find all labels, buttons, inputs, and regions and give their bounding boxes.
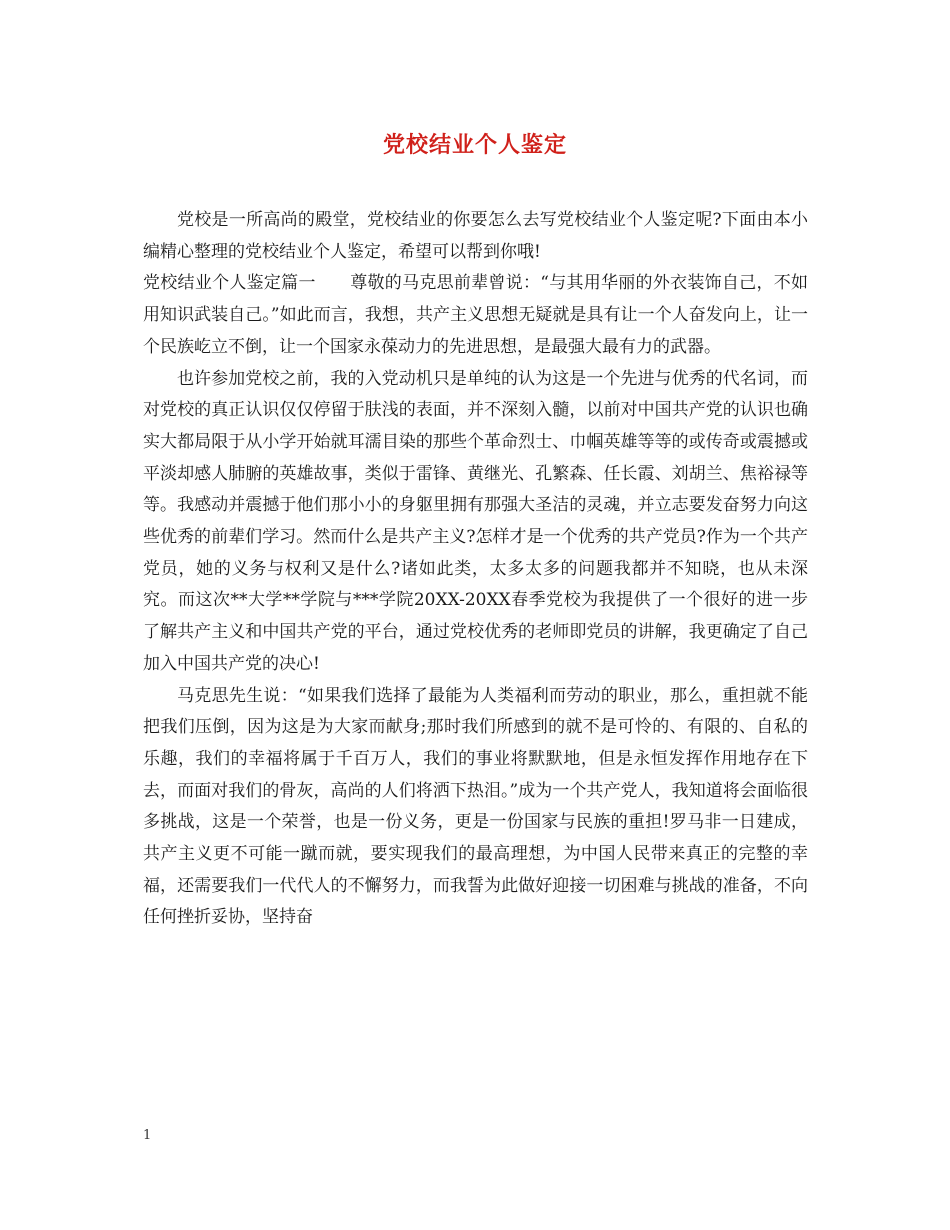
paragraph-motivation: 也许参加党校之前，我的入党动机只是单纯的认为这是一个先进与优秀的代名词，而对党校的真正认识仅仅停留于肤浅的表面，并不深刻入髓，以前对中国共产党的认识也确实大都局限于从小学开始就耳濡目染的那些个革命烈士、巾帼英雄等等的或传奇或震撼或平淡却感人肺腑的英雄故事，类似于雷锋、黄继光、孔繁森、任长霞、刘胡兰、焦裕禄等等。我感动并震撼于他们那小小的身躯里拥有那强大圣洁的灵魂，并立志要发奋努力向这些优秀的前辈们学习。然而什么是共产主义?怎样才是一个优秀的共产党员?作为一个共产党员，她的义务与权利又是什么?诸如此类，太多太多的问题我都并不知晓，也从未深究。而这次**大学**学院与***学院20XX-20XX春季党校为我提供了一个很好的进一步了解共产主义和中国共产党的平台，通过党校优秀的老师即党员的讲解，我更确定了自己加入中国共产党的决心! bbox=[143, 368, 808, 674]
document-title: 党校结业个人鉴定 bbox=[382, 132, 567, 158]
paragraph-intro: 党校是一所高尚的殿堂，党校结业的你要怎么去写党校结业个人鉴定呢?下面由本小编精心整理的党校结业个人鉴定，希望可以帮到你哦! bbox=[143, 210, 808, 262]
paragraph-section-one: 党校结业个人鉴定篇一 尊敬的马克思前辈曾说：“与其用华丽的外衣装饰自己，不如用知识武装自己。”如此而言，我想，共产主义思想无疑就是具有让一个人奋发向上，让一个民族屹立不倒，让一个国家永葆动力的先进思想，是最强大最有力的武器。 bbox=[143, 273, 808, 357]
paragraph-marx-quote: 马克思先生说：“如果我们选择了最能为人类福利而劳动的职业，那么，重担就不能把我们压倒，因为这是为大家而献身;那时我们所感到的就不是可怜的、有限的、自私的乐趣，我们的幸福将属于千百万人，我们的事业将默默地，但是永恒发挥作用地存在下去，而面对我们的骨灰，高尚的人们将洒下热泪。”成为一个共产党人，我知道将会面临很多挑战，这是一个荣誉，也是一份义务，更是一份国家与民族的重担!罗马非一日建成，共产主义更不可能一蹴而就，要实现我们的最高理想，为中国人民带来真正的完整的幸福，还需要我们一代代人的不懈努力，而我誓为此做好迎接一切困难与挑战的准备，不向任何挫折妥协，坚持奋 bbox=[143, 685, 808, 928]
document-body bbox=[143, 205, 808, 934]
page-number: 1 bbox=[143, 1128, 152, 1143]
